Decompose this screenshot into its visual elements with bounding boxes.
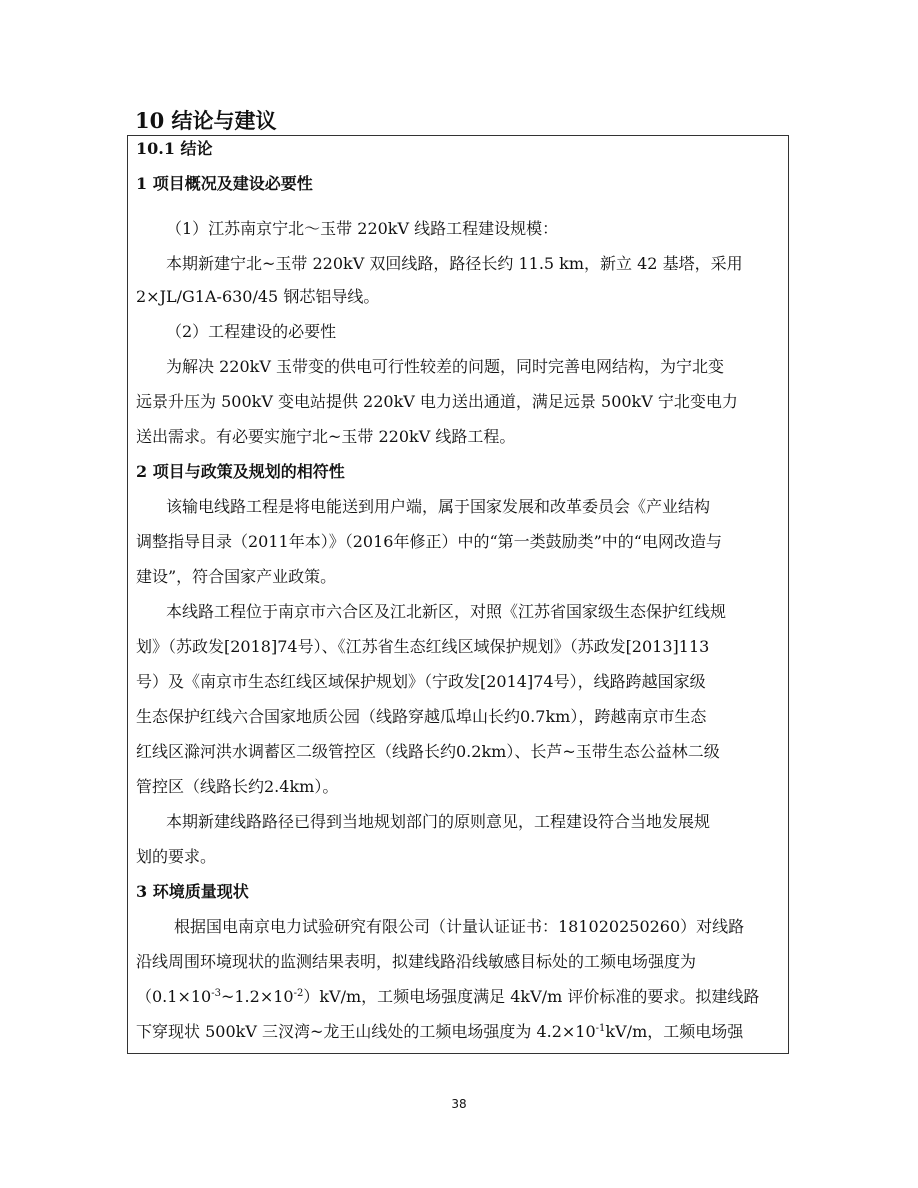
line-text: ）kV/m，工频电场强度满足 4kV/m 评价标准的要求。拟建线路 (303, 987, 760, 1006)
paragraph-line: 远景升压为 500kV 变电站提供 220kV 电力送出通道，满足远景 500kV 宁北变电力 (136, 392, 738, 411)
paragraph-line: 生态保护红线六合国家地质公园（线路穿越瓜埠山长约0.7km），跨越南京市生态 (136, 707, 707, 726)
paragraph-line (136, 987, 759, 1007)
exponent: -3 (211, 988, 221, 999)
paragraph-line: （2）工程建设的必要性 (166, 322, 337, 341)
paragraph-line: 该输电线路工程是将电能送到用户端，属于国家发展和改革委员会《产业结构 (166, 497, 711, 516)
content-box (127, 135, 789, 1054)
paragraph-line: 根据国电南京电力试验研究有限公司（计量认证证书：181020250260）对线路 (174, 917, 745, 936)
paragraph-line: 为解决 220kV 玉带变的供电可行性较差的问题，同时完善电网结构，为宁北变 (166, 357, 724, 376)
paragraph-line: 划的要求。 (136, 847, 217, 866)
exponent: -1 (595, 1023, 606, 1034)
exponent: -2 (293, 988, 304, 999)
paragraph-line: 送出需求。有必要实施宁北~玉带 220kV 线路工程。 (136, 427, 516, 446)
subsection-heading: 2 项目与政策及规划的相符性 (136, 462, 345, 481)
page-number: 38 (451, 1097, 467, 1111)
chapter-title: 10 结论与建议 (135, 108, 277, 133)
paragraph-line: 本线路工程位于南京市六合区及江北新区，对照《江苏省国家级生态保护红线规 (166, 602, 727, 621)
line-text: kV/m，工频电场强 (605, 1022, 744, 1041)
subsection-heading: 1 项目概况及建设必要性 (136, 174, 313, 193)
line-text: （0.1×10 (136, 987, 212, 1006)
line-text: 下穿现状 500kV 三汊湾~龙王山线处的工频电场强度为 4.2×10 (136, 1022, 596, 1041)
paragraph-line (136, 1022, 743, 1042)
paragraph-line: 划》（苏政发[2018]74号）、《江苏省生态红线区域保护规划》（苏政发[2013]113 (136, 637, 710, 656)
paragraph-line: 调整指导目录（2011年本）》（2016年修正）中的“第一类鼓励类”中的“电网改造与 (136, 532, 722, 551)
paragraph-line: 沿线周围环境现状的监测结果表明，拟建线路沿线敏感目标处的工频电场强度为 (136, 952, 697, 971)
paragraph-line: 本期新建线路路径已得到当地规划部门的原则意见，工程建设符合当地发展规 (166, 812, 711, 831)
paragraph-line: 本期新建宁北~玉带 220kV 双回线路，路径长约 11.5 km，新立 42 基塔，采用 (166, 254, 743, 273)
paragraph-line: 号）及《南京市生态红线区域保护规划》（宁政发[2014]74号），线路跨越国家级 (136, 672, 706, 691)
paragraph-line: 管控区（线路长约2.4km）。 (136, 777, 339, 796)
paragraph-line: 2×JL/G1A-630/45 钢芯铝导线。 (136, 287, 380, 306)
line-text: ~1.2×10 (220, 987, 294, 1006)
subsection-heading: 3 环境质量现状 (136, 882, 249, 901)
paragraph-line: （1）江苏南京宁北～玉带 220kV 线路工程建设规模： (166, 219, 559, 238)
paragraph-line: 红线区滁河洪水调蓄区二级管控区（线路长约0.2km）、长芦~玉带生态公益林二级 (136, 742, 720, 761)
section-title: 10.1 结论 (136, 139, 213, 158)
paragraph-line: 建设”，符合国家产业政策。 (136, 567, 337, 586)
